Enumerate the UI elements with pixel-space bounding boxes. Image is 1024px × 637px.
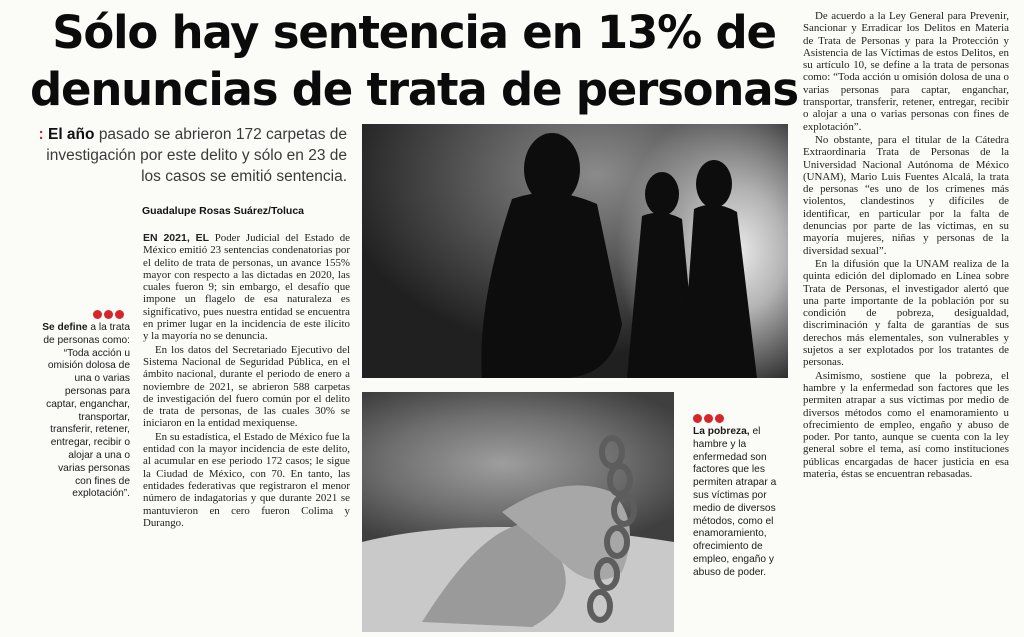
dots-marker-left <box>93 310 124 319</box>
side-note-left <box>40 322 130 501</box>
chained-hands-illustration <box>362 392 674 632</box>
paragraph: En la difusión que la UNAM realiza de la quinta edición del diplomado en Línea sobre Trata de Personas, el investigador alertó que una parte importante de la población por su condición de pobreza, desigualdad, discriminación y falta de garantías de sus derechos más elementales, son vulnerables y sujetos a ser explotados por los tratantes de personas. <box>803 257 1009 369</box>
photo-silhouettes <box>362 124 788 378</box>
paragraph-text: Poder Judicial del Estado de México emitió 23 sentencias condenatorias por el delito de trata de personas, un avance 155% mayor con respecto a las dictadas en 2020, las cuales fueron 9; sin embargo, el desafío que impone un flagelo de esa naturaleza es significativo, pues nuestra entidad se encuentra en primer lugar en la incidencia de este ilícito y la mayoría no se denuncia. <box>143 232 350 343</box>
article-column-right <box>803 10 1009 635</box>
deck-summary <box>32 124 347 187</box>
paragraph: No obstante, para el titular de la Cátedra Extraordinaria Trata de Personas de la Universidad Nacional Autónoma de México (UNAM), Mario Luis Fuentes Alcalá, la trata de personas “es uno de los crímenes más violentos, clandestinos y difíciles de identificar, en particular por la falta de denuncias por parte de las víctimas, en su mayoría mujeres, niñas y personas de la diversidad sexual”. <box>803 133 1009 257</box>
deck-marker: : <box>38 126 44 143</box>
side-note-right <box>693 426 783 580</box>
side-note-text: a la trata de personas como: “Toda acción u omisión dolosa de una o varias personas para captar, enganchar, transportar, transferir, retener, entregar, recibir o alojar a una o varias personas con fines de explotación”. <box>43 322 130 500</box>
paragraph: Asimismo, sostiene que la pobreza, el hambre y la enfermedad son factores que les permiten atrapar a sus víctimas por medio de diversos métodos como el enamoramiento u ofrecimiento de empleo, engaño y abuso de poder. Por tanto, aunque se cuenta con la ley general sobre el tema, así como instituciones públicas encargadas de hacer justicia en esa materia, éstas se encuentran rebasadas. <box>803 369 1009 480</box>
paragraph: En los datos del Secretariado Ejecutivo del Sistema Nacional de Seguridad Pública, en el ámbito nacional, durante el periodo de enero a noviembre de 2021, se abrieron 588 carpetas de investigación del fuero común por el delito de trata de personas, de las cuales 30% se iniciaron en la entidad mexiquense. <box>143 343 350 430</box>
paragraph: De acuerdo a la Ley General para Prevenir, Sancionar y Erradicar los Delitos en Materia de Trata de Personas y para la Protección y Asistencia de las Víctimas de estos Delitos, en su artículo 10, se define a la trata de personas como: “Toda acción u omisión dolosa de una o varias personas para captar, enganchar, transportar, transferir, retener, entregar, recibir o alojar a una o varias personas con fines de explotación”. <box>803 10 1009 133</box>
kicker: EN 2021, EL <box>143 232 210 244</box>
deck-lead: El año <box>47 126 95 143</box>
photo-chained-hands <box>362 392 674 632</box>
silhouette-figures <box>362 124 788 378</box>
side-note-lead: La pobreza, <box>693 426 750 437</box>
deck-text: pasado se abrieron 172 carpetas de investigación por este delito y sólo en 23 de los casos se emitió sentencia. <box>46 126 347 185</box>
byline: Guadalupe Rosas Suárez/Toluca <box>142 205 305 217</box>
headline-line-2: denuncias de trata de personas <box>30 63 798 116</box>
paragraph <box>143 232 350 343</box>
headline <box>30 4 798 118</box>
dots-marker-right <box>693 414 724 423</box>
headline-line-1: Sólo hay sentencia en 13% de <box>52 6 776 59</box>
side-note-text: el hambre y la enfermedad son factores que les permiten atrapar a sus víctimas por medio de diversos métodos, como el enamoramiento, ofrecimiento de empleo, engaño y abuso de poder. <box>693 426 777 578</box>
article-column-left <box>143 232 350 636</box>
side-note-lead: Se define <box>42 322 88 333</box>
paragraph: En su estadística, el Estado de México fue la entidad con la mayor incidencia de este delito, al acumular en ese periodo 172 casos; le sigue la Ciudad de México, con 70. En tanto, las entidades federativas que registraron el menor número de indagatorias y que durante 2021 se mantuvieron en cero fueron Colima y Durango. <box>143 430 350 529</box>
